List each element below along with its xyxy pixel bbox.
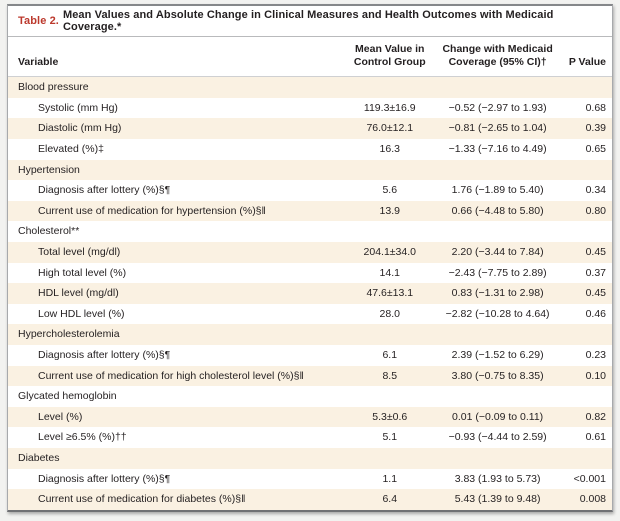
cell-change: −1.33 (−7.16 to 4.49) <box>448 143 547 156</box>
cell-mean: 76.0±12.1 <box>366 122 414 135</box>
table-title-text: Mean Values and Absolute Change in Clinical Measures and Health Outcomes with Medicaid Coverage.* <box>62 9 554 33</box>
table-row <box>8 139 612 160</box>
column-header-p-value: P Value <box>555 37 612 77</box>
cell-change: 2.20 (−3.44 to 7.84) <box>451 246 544 258</box>
section-p <box>555 324 612 345</box>
cell-variable: Level ≥6.5% (%)†† <box>38 431 127 444</box>
section-mean <box>339 221 440 242</box>
cell-change: 3.80 (−0.75 to 8.35) <box>451 369 544 382</box>
cell-mean: 47.6±13.1 <box>366 287 414 300</box>
section-change <box>440 386 554 407</box>
section-change <box>440 324 554 345</box>
cell-change: 2.39 (−1.52 to 6.29) <box>451 348 544 361</box>
cell-variable: Current use of medication for hypertension (%)§‖ <box>38 204 266 217</box>
section-variable: Blood pressure <box>18 81 89 94</box>
table-body <box>8 77 612 510</box>
section-p <box>555 160 612 181</box>
section-row <box>8 160 612 181</box>
cell-mean: 119.3±16.9 <box>363 101 416 114</box>
cell-change: −2.82 (−10.28 to 4.64) <box>445 307 550 320</box>
cell-mean: 5.1 <box>382 431 398 444</box>
cell-variable: Systolic (mm Hg) <box>38 101 118 114</box>
cell-mean: 6.1 <box>382 348 398 361</box>
section-row <box>8 221 612 242</box>
table-title <box>8 6 612 37</box>
table-row <box>8 407 612 428</box>
section-row <box>8 386 612 407</box>
cell-change: 0.66 (−4.48 to 5.80) <box>451 204 544 217</box>
section-variable: Glycated hemoglobin <box>18 390 117 403</box>
cell-variable: Diagnosis after lottery (%)§¶ <box>38 472 171 485</box>
cell-variable: Diastolic (mm Hg) <box>38 122 122 135</box>
section-row <box>8 77 612 98</box>
cell-p: 0.45 <box>585 287 606 300</box>
cell-mean: 6.4 <box>382 493 398 506</box>
cell-p: 0.39 <box>585 122 606 135</box>
column-header-variable: Variable <box>8 37 339 77</box>
cell-variable: Diagnosis after lottery (%)§¶ <box>38 184 171 197</box>
table-row <box>8 118 612 139</box>
cell-mean: 204.1±34.0 <box>363 246 416 258</box>
table-row <box>8 366 612 387</box>
table-row <box>8 283 612 304</box>
cell-variable: High total level (%) <box>38 266 127 279</box>
section-change <box>440 160 554 181</box>
section-mean <box>339 448 440 469</box>
cell-change: −2.43 (−7.75 to 2.89) <box>448 266 547 279</box>
section-variable: Diabetes <box>18 451 60 464</box>
header-row <box>8 37 612 77</box>
cell-variable: Low HDL level (%) <box>38 307 125 320</box>
cell-variable: Elevated (%)‡ <box>38 143 104 156</box>
table-row <box>8 263 612 284</box>
section-p <box>555 448 612 469</box>
cell-mean: 8.5 <box>382 369 398 382</box>
cell-change: −0.81 (−2.65 to 1.04) <box>448 122 547 135</box>
cell-p: 0.45 <box>585 246 606 258</box>
table-row <box>8 489 612 510</box>
section-change <box>440 221 554 242</box>
table-row <box>8 180 612 201</box>
cell-p: 0.68 <box>585 101 606 114</box>
section-variable: Hypercholesterolemia <box>18 328 120 341</box>
table-row <box>8 469 612 490</box>
cell-p: 0.10 <box>585 369 606 382</box>
clinical-measures-table <box>8 37 612 510</box>
section-p <box>555 221 612 242</box>
cell-p: 0.37 <box>585 266 606 279</box>
cell-mean: 14.1 <box>379 266 400 279</box>
cell-p: 0.46 <box>585 307 606 320</box>
section-mean <box>339 160 440 181</box>
section-change <box>440 77 554 98</box>
cell-mean: 16.3 <box>379 143 400 156</box>
cell-mean: 5.3±0.6 <box>372 410 408 423</box>
cell-change: 5.43 (1.39 to 9.48) <box>454 493 541 506</box>
section-change <box>440 448 554 469</box>
cell-mean: 28.0 <box>379 307 400 320</box>
cell-p: 0.23 <box>585 348 606 361</box>
cell-variable: Current use of medication for high cholesterol level (%)§‖ <box>38 369 304 382</box>
section-p <box>555 77 612 98</box>
section-p <box>555 386 612 407</box>
section-mean <box>339 386 440 407</box>
cell-change: −0.93 (−4.44 to 2.59) <box>448 431 547 444</box>
cell-mean: 5.6 <box>382 184 398 197</box>
column-header-mean-control: Mean Value in Control Group <box>339 37 440 77</box>
cell-p: <0.001 <box>573 472 606 485</box>
cell-variable: Diagnosis after lottery (%)§¶ <box>38 348 171 361</box>
cell-change: 3.83 (1.93 to 5.73) <box>454 472 541 485</box>
section-variable: Hypertension <box>18 163 80 176</box>
table-row <box>8 304 612 325</box>
cell-variable: Total level (mg/dl) <box>38 246 121 258</box>
cell-change: −0.52 (−2.97 to 1.93) <box>448 101 547 114</box>
section-variable: Cholesterol** <box>18 225 80 238</box>
cell-variable: Current use of medication for diabetes (%)§‖ <box>38 493 246 506</box>
cell-mean: 13.9 <box>379 204 400 217</box>
column-header-change-medicaid: Change with Medicaid Coverage (95% CI)† <box>440 37 554 77</box>
table-number-label: Table 2. <box>18 15 59 27</box>
cell-variable: Level (%) <box>38 410 83 423</box>
cell-p: 0.80 <box>585 204 606 217</box>
section-mean <box>339 324 440 345</box>
table-row <box>8 201 612 222</box>
cell-variable: HDL level (mg/dl) <box>38 287 119 300</box>
cell-change: 0.01 (−0.09 to 0.11) <box>452 410 544 423</box>
cell-p: 0.61 <box>585 431 606 444</box>
table-row <box>8 345 612 366</box>
cell-change: 0.83 (−1.31 to 2.98) <box>451 287 544 300</box>
table-row <box>8 242 612 263</box>
cell-p: 0.82 <box>585 410 606 423</box>
table-row <box>8 427 612 448</box>
section-row <box>8 324 612 345</box>
cell-p: 0.65 <box>585 143 606 156</box>
cell-p: 0.008 <box>579 493 606 506</box>
cell-mean: 1.1 <box>382 472 398 485</box>
table-row <box>8 98 612 119</box>
cell-p: 0.34 <box>585 184 606 197</box>
section-mean <box>339 77 440 98</box>
cell-change: 1.76 (−1.89 to 5.40) <box>451 184 544 197</box>
section-row <box>8 448 612 469</box>
table-2-card <box>7 4 613 512</box>
